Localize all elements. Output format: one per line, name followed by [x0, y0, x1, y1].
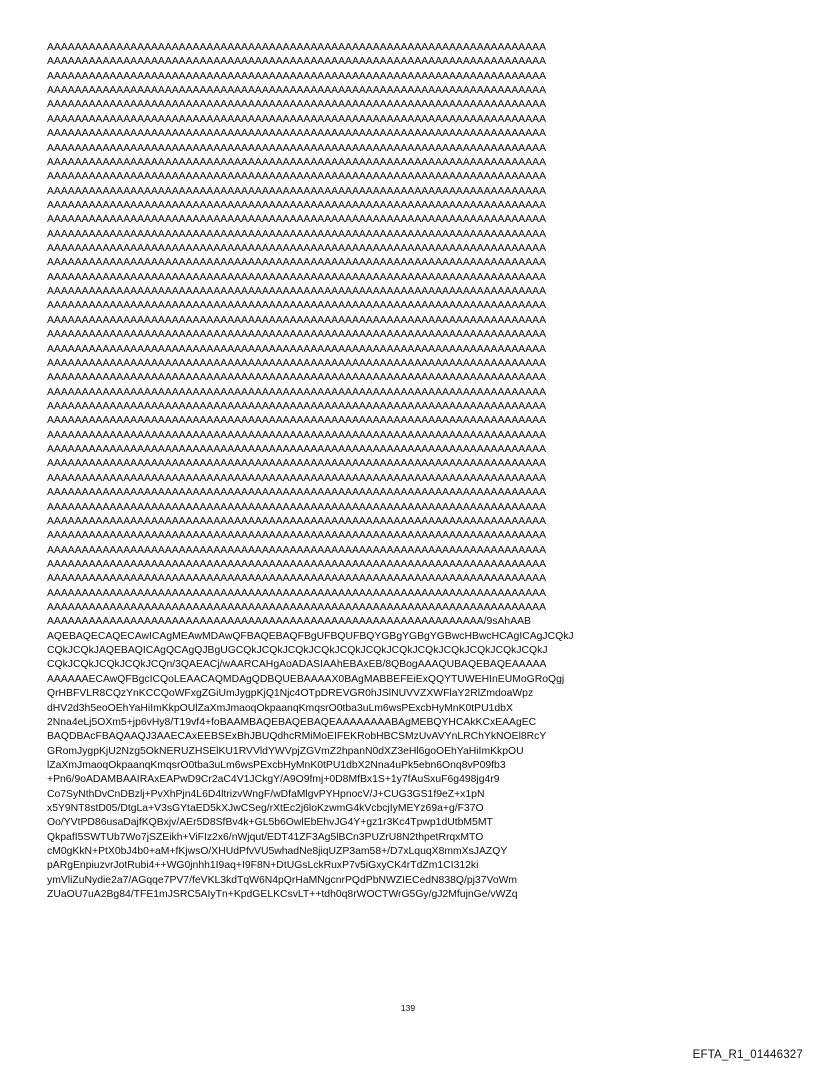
text-line: cM0gKkN+PtX0bJ4b0+aM+fKjwsO/XHUdPfvVU5whadNe8jiqUZP3am58+/D7xLquqX8mmXsJAZQY: [47, 846, 508, 858]
text-line: AAAAAAAAAAAAAAAAAAAAAAAAAAAAAAAAAAAAAAAAAAAAAAAAAAAAAAAAAAAAAAAAAAAAAAAA: [47, 329, 546, 341]
text-line: AAAAAAAAAAAAAAAAAAAAAAAAAAAAAAAAAAAAAAAAAAAAAAAAAAAAAAAAAAAAAAAAAAAAAAAA: [47, 357, 546, 369]
text-line: AAAAAAAAAAAAAAAAAAAAAAAAAAAAAAAAAAAAAAAAAAAAAAAAAAAAAAAAAAAAAAAAAAAAAAAA: [47, 444, 546, 456]
text-line: AAAAAAAAAAAAAAAAAAAAAAAAAAAAAAAAAAAAAAAAAAAAAAAAAAAAAAAAAAAAAAAAAAAAAAAA: [47, 515, 546, 527]
text-line: AAAAAAAAAAAAAAAAAAAAAAAAAAAAAAAAAAAAAAAAAAAAAAAAAAAAAAAAAAAAAAAAAAAAAAAA: [47, 128, 546, 140]
text-line: AAAAAAAAAAAAAAAAAAAAAAAAAAAAAAAAAAAAAAAAAAAAAAAAAAAAAAAAAAAAAAAAAAAAAAAA: [47, 343, 546, 355]
document-id: EFTA_R1_01446327: [692, 1049, 803, 1061]
text-line: AAAAAAAAAAAAAAAAAAAAAAAAAAAAAAAAAAAAAAAAAAAAAAAAAAAAAAAAAAAAAAAAAAAAAAAA: [47, 243, 546, 255]
text-line: +Pn6/9oADAMBAAIRAxEAPwD9Cr2aC4V1JCkgY/A9O9fmj+0D8MfBx1S+1y7fAuSxuF6g498jg4r9: [47, 774, 500, 786]
encoded-text-block: [47, 41, 727, 903]
text-line: CQkJCQkJAQEBAQICAgQCAgQJBgUGCQkJCQkJCQkJCQkJCQkJCQkJCQkJCQkJCQkJCQkJCQkJCQkJ: [47, 645, 548, 657]
text-line: AAAAAAAAAAAAAAAAAAAAAAAAAAAAAAAAAAAAAAAAAAAAAAAAAAAAAAAAAAAAAAAAAAAAAAAA: [47, 185, 546, 197]
text-line: AAAAAAAAAAAAAAAAAAAAAAAAAAAAAAAAAAAAAAAAAAAAAAAAAAAAAAAAAAAAAAAAAAAAAAAA: [47, 257, 546, 269]
page-number: 139: [400, 1003, 416, 1013]
text-line: QrHBFVLR8CQzYnKCCQoWFxgZGiUmJygpKjQ1Njc4OTpDREVGR0hJSlNUVVZXWFlaY2RlZmdoaWpz: [47, 688, 534, 700]
text-line: AAAAAAAAAAAAAAAAAAAAAAAAAAAAAAAAAAAAAAAAAAAAAAAAAAAAAAAAAAAAAAAAAAAAAAAA: [47, 372, 546, 384]
text-line: x5Y9NT8stD05/DtgLa+V3sGYtaED5kXJwCSeg/rXtEc2j6loKzwmG4kVcbcjIyMEYz69a+g/F37O: [47, 803, 484, 815]
text-line: AAAAAAAAAAAAAAAAAAAAAAAAAAAAAAAAAAAAAAAAAAAAAAAAAAAAAAAAAAAAAAAAAAAAAAAA: [47, 530, 546, 542]
text-line: AAAAAAAAAAAAAAAAAAAAAAAAAAAAAAAAAAAAAAAAAAAAAAAAAAAAAAAAAAAAAAAAAAAAAAAA: [47, 386, 546, 398]
text-line: AAAAAAAAAAAAAAAAAAAAAAAAAAAAAAAAAAAAAAAAAAAAAAAAAAAAAAAAAAAAAAAAAAAAAAAA: [47, 42, 546, 53]
text-line: ZUaOU7uA2Bg84/TFE1mJSRC5AIyTn+KpdGELKCsvLT++tdh0q8rWOCTWrG5Gy/gJ2MfujnGe/vWZq: [47, 889, 518, 901]
text-line: GRomJygpKjU2Nzg5OkNERUZHSElKU1RVVldYWVpjZGVmZ2hpanN0dXZ3eHl6goOEhYaHiImKkpOU: [47, 745, 524, 757]
text-line: AAAAAAAAAAAAAAAAAAAAAAAAAAAAAAAAAAAAAAAAAAAAAAAAAAAAAAAAAAAAAAAAAAAAAAAA: [47, 99, 546, 111]
text-line: AAAAAAAAAAAAAAAAAAAAAAAAAAAAAAAAAAAAAAAAAAAAAAAAAAAAAAAAAAAAAAAAAAAAAAAA: [47, 415, 546, 427]
text-line: AAAAAAAAAAAAAAAAAAAAAAAAAAAAAAAAAAAAAAAAAAAAAAAAAAAAAAAAAAAAAAAAAAAAAAAA: [47, 228, 546, 240]
text-line: AAAAAAAAAAAAAAAAAAAAAAAAAAAAAAAAAAAAAAAAAAAAAAAAAAAAAAAAAAAAAAAAAAAAAAAA: [47, 458, 546, 470]
text-line: BAQDBAcFBAQAAQJ3AAECAxEEBSExBhJBUQdhcRMiMoEIFEKRobHBCSMzUvAVYnLRChYkNOEl8RcY: [47, 731, 547, 743]
text-line: AAAAAAAAAAAAAAAAAAAAAAAAAAAAAAAAAAAAAAAAAAAAAAAAAAAAAAAAAAAAAAAAAAAAAAAA: [47, 587, 546, 599]
text-line: AAAAAAECAwQFBgcICQoLEAACAQMDAgQDBQUEBAAAAX0BAgMABBEFEiExQQYTUWEHInEUMoGRoQgj: [47, 673, 565, 685]
text-line: Oo/YVtPD86usaDajfKQBxjv/AEr5D8SfBv4k+GL5b6OwlEbEhvJG4Y+gz1r3Kc4Tpwp1dUtbM5MT: [47, 817, 493, 829]
text-line: AAAAAAAAAAAAAAAAAAAAAAAAAAAAAAAAAAAAAAAAAAAAAAAAAAAAAAAAAAAAAAAAAAAAAAAA: [47, 113, 546, 125]
text-line: AAAAAAAAAAAAAAAAAAAAAAAAAAAAAAAAAAAAAAAAAAAAAAAAAAAAAAAAAAAAAAAAAAAAAAAA: [47, 85, 546, 97]
text-line: AAAAAAAAAAAAAAAAAAAAAAAAAAAAAAAAAAAAAAAAAAAAAAAAAAAAAAAAAAAAAAAAAAAAAAAA: [47, 70, 546, 82]
text-line: AAAAAAAAAAAAAAAAAAAAAAAAAAAAAAAAAAAAAAAAAAAAAAAAAAAAAAAAAAAAAAAAAAAAAAAA: [47, 501, 546, 513]
text-line: AAAAAAAAAAAAAAAAAAAAAAAAAAAAAAAAAAAAAAAAAAAAAAAAAAAAAAAAAAAAAAAAAAAAAAAA: [47, 214, 546, 226]
text-line: AAAAAAAAAAAAAAAAAAAAAAAAAAAAAAAAAAAAAAAAAAAAAAAAAAAAAAAAAAAAAAAAAAAAAAAA: [47, 56, 546, 68]
text-line: AAAAAAAAAAAAAAAAAAAAAAAAAAAAAAAAAAAAAAAAAAAAAAAAAAAAAAAAAAAAAAAAAAAAAAAA: [47, 271, 546, 283]
text-line: CQkJCQkJCQkJCQkJCQn/3QAEACj/wAARCAHgAoADASIAAhEBAxEB/8QBogAAAQUBAQEBAQEAAAAA: [47, 659, 547, 671]
text-line: AAAAAAAAAAAAAAAAAAAAAAAAAAAAAAAAAAAAAAAAAAAAAAAAAAAAAAAAAAAAAAAAAAAAAAAA: [47, 602, 546, 614]
text-line: AAAAAAAAAAAAAAAAAAAAAAAAAAAAAAAAAAAAAAAAAAAAAAAAAAAAAAAAAAAAAAAAAAAAAAAA: [47, 171, 546, 183]
text-line: Co7SyNthDvCnDBzlj+PvXhPjn4L6D4ltrizvWngF/wDfaMlgvPYHpnocV/J+CUG3GS1f9eZ+x1pN: [47, 788, 485, 800]
text-line: AAAAAAAAAAAAAAAAAAAAAAAAAAAAAAAAAAAAAAAAAAAAAAAAAAAAAAAAAAAAAAAAAAAAAAAA: [47, 429, 546, 441]
text-line: dHV2d3h5eoOEhYaHiImKkpOUlZaXmJmaoqOkpaanqKmqsrO0tba3uLm6wsPExcbHyMnK0tPU1dbX: [47, 702, 513, 714]
text-line: AAAAAAAAAAAAAAAAAAAAAAAAAAAAAAAAAAAAAAAAAAAAAAAAAAAAAAAAAAAAAAAAAAAAAAAA: [47, 400, 546, 412]
text-line: AAAAAAAAAAAAAAAAAAAAAAAAAAAAAAAAAAAAAAAAAAAAAAAAAAAAAAAAAAAAAAAAAAAAAAAA: [47, 544, 546, 556]
text-line: AQEBAQECAQECAwICAgMEAwMDAwQFBAQEBAQFBgUFBQUFBQYGBgYGBgYGBwcHBwcHCAgICAgJCQkJ: [47, 630, 574, 642]
text-line: 2Nna4eLj5OXm5+jp6vHy8/T19vf4+foBAAMBAQEBAQEBAQEAAAAAAAABAgMEBQYHCAkKCxEAAgEC: [47, 716, 537, 728]
text-line: AAAAAAAAAAAAAAAAAAAAAAAAAAAAAAAAAAAAAAAAAAAAAAAAAAAAAAAAAAAAAAAAAAAAAAAA: [47, 558, 546, 570]
text-line: AAAAAAAAAAAAAAAAAAAAAAAAAAAAAAAAAAAAAAAAAAAAAAAAAAAAAAAAAAAAAAA/9sAhAAB: [47, 616, 531, 628]
text-line: AAAAAAAAAAAAAAAAAAAAAAAAAAAAAAAAAAAAAAAAAAAAAAAAAAAAAAAAAAAAAAAAAAAAAAAA: [47, 487, 546, 499]
text-line: AAAAAAAAAAAAAAAAAAAAAAAAAAAAAAAAAAAAAAAAAAAAAAAAAAAAAAAAAAAAAAAAAAAAAAAA: [47, 573, 546, 585]
text-line: AAAAAAAAAAAAAAAAAAAAAAAAAAAAAAAAAAAAAAAAAAAAAAAAAAAAAAAAAAAAAAAAAAAAAAAA: [47, 314, 546, 326]
text-line: AAAAAAAAAAAAAAAAAAAAAAAAAAAAAAAAAAAAAAAAAAAAAAAAAAAAAAAAAAAAAAAAAAAAAAAA: [47, 142, 546, 154]
text-line: lZaXmJmaoqOkpaanqKmqsrO0tba3uLm6wsPExcbHyMnK0tPU1dbX2Nna4uPk5ebn6Onq8vP09fb3: [47, 759, 506, 771]
text-line: pARgEnpiuzvrJotRubi4++WG0jnhh1I9aq+I9F8N+DtUGsLckRuxP7v5iGxyCK4rTdZm1CI312ki: [47, 860, 479, 872]
text-line: QkpafI5SWTUb7Wo7jSZEikh+ViFIz2x6/nWjqut/EDT41ZF3Ag5lBCn3PUZrU8N2thpetRrqxMTO: [47, 831, 484, 843]
text-line: AAAAAAAAAAAAAAAAAAAAAAAAAAAAAAAAAAAAAAAAAAAAAAAAAAAAAAAAAAAAAAAAAAAAAAAA: [47, 156, 546, 168]
text-line: AAAAAAAAAAAAAAAAAAAAAAAAAAAAAAAAAAAAAAAAAAAAAAAAAAAAAAAAAAAAAAAAAAAAAAAA: [47, 472, 546, 484]
text-line: ymVliZuNydie2a7/AGqqe7PV7/feVKL3kdTqW6N4pQrHaMNgcnrPQdPbNWZIECedN838Q/pj37VoWm: [47, 874, 518, 886]
text-line: AAAAAAAAAAAAAAAAAAAAAAAAAAAAAAAAAAAAAAAAAAAAAAAAAAAAAAAAAAAAAAAAAAAAAAAA: [47, 300, 546, 312]
text-line: AAAAAAAAAAAAAAAAAAAAAAAAAAAAAAAAAAAAAAAAAAAAAAAAAAAAAAAAAAAAAAAAAAAAAAAA: [47, 286, 546, 298]
text-line: AAAAAAAAAAAAAAAAAAAAAAAAAAAAAAAAAAAAAAAAAAAAAAAAAAAAAAAAAAAAAAAAAAAAAAAA: [47, 199, 546, 211]
